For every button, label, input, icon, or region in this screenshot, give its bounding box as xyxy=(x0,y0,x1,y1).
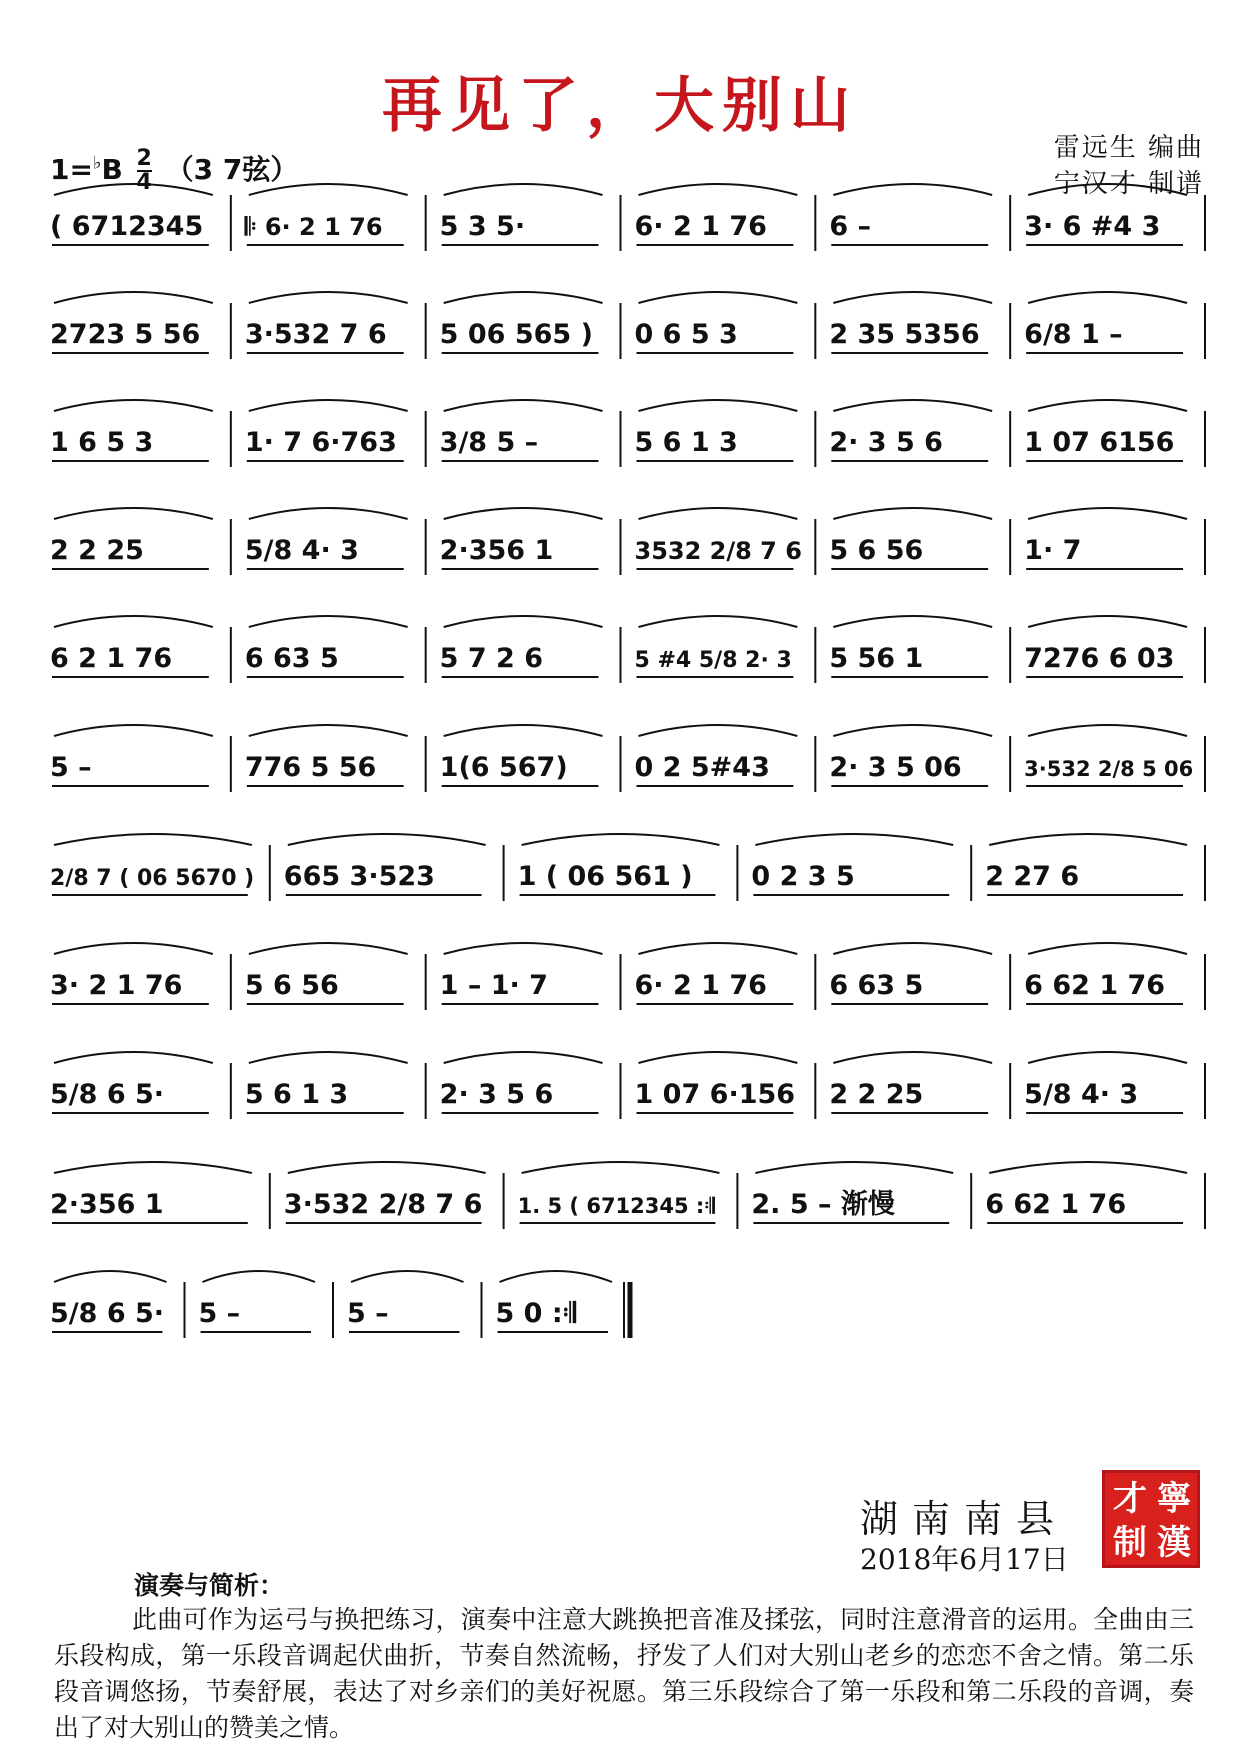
analysis-heading: 演奏与简析： xyxy=(134,1571,285,1600)
slur-mark xyxy=(833,1052,992,1063)
measure-notes: 2723 5 56 xyxy=(50,319,201,350)
slur-mark xyxy=(522,1162,720,1173)
measure-notes: 2·356 1 xyxy=(50,1189,164,1220)
measure-notes: 5 3 5· xyxy=(439,211,526,242)
slur-mark xyxy=(249,725,408,736)
slur-mark xyxy=(249,616,408,627)
measure-notes: 2 35 5356 xyxy=(829,319,980,350)
slur-mark xyxy=(1028,400,1187,411)
seal-stamp xyxy=(1102,1470,1200,1568)
slur-mark xyxy=(249,1052,408,1063)
slur-mark xyxy=(54,725,213,736)
measure-notes: 6 62 1 76 xyxy=(1024,970,1166,1001)
score-title: 再见了，大别山 xyxy=(382,71,858,141)
measure-notes: 1(6 567) xyxy=(439,752,568,783)
measure-notes: 2·356 1 xyxy=(439,535,554,566)
measure-notes: 0 6 5 3 xyxy=(634,319,738,350)
measure-notes: 6 – xyxy=(829,211,872,242)
measure-notes: 6· 2 1 76 xyxy=(634,970,767,1001)
measure-notes: 5/8 6 5· xyxy=(50,1079,165,1110)
slur-mark xyxy=(54,184,213,195)
measure-notes: 5 06 565 ) xyxy=(439,319,593,350)
slur-mark xyxy=(444,292,603,303)
measure-notes: 5 6 56 xyxy=(829,535,924,566)
measure-notes: 1 6 5 3 xyxy=(50,427,154,458)
slur-mark xyxy=(639,725,798,736)
slur-mark xyxy=(54,943,213,954)
slur-mark xyxy=(54,1162,252,1173)
measure-notes: 5 0 :𝄇 xyxy=(495,1298,576,1329)
slur-mark xyxy=(54,508,213,519)
slur-mark xyxy=(833,616,992,627)
key-prefix: 1= xyxy=(50,153,93,186)
slur-mark xyxy=(639,400,798,411)
measure-notes: 1 – 1· 7 xyxy=(439,970,548,1001)
key-name: B xyxy=(101,153,123,186)
measure-notes: 2 2 25 xyxy=(829,1079,924,1110)
slur-mark xyxy=(54,292,213,303)
slur-mark xyxy=(833,943,992,954)
slur-mark xyxy=(1028,292,1187,303)
slur-mark xyxy=(54,400,213,411)
seal-char-3: 制 xyxy=(1113,1523,1147,1563)
date-label: 2018年6月17日 xyxy=(860,1543,1069,1576)
slur-mark xyxy=(755,1162,953,1173)
slur-mark xyxy=(989,1162,1187,1173)
slur-mark xyxy=(989,834,1187,845)
slur-mark xyxy=(833,292,992,303)
measure-notes: 2· 3 5 6 xyxy=(829,427,943,458)
measure-notes: 7276 6 03 xyxy=(1024,643,1175,674)
slur-mark xyxy=(1028,1052,1187,1063)
measure-notes: 5 – xyxy=(50,752,92,783)
measure-notes: 5/8 4· 3 xyxy=(244,535,359,566)
slur-mark xyxy=(833,184,992,195)
measure-notes: 5 7 2 6 xyxy=(439,643,544,674)
measure-notes: 3· 6 #4 3 xyxy=(1024,211,1161,242)
measure-notes: 5/8 6 5· xyxy=(50,1298,165,1329)
measure-notes: 5/8 4· 3 xyxy=(1024,1079,1139,1110)
measure-notes: 6 63 5 xyxy=(829,970,924,1001)
measure-notes: 2. 5 – 渐慢 xyxy=(751,1189,895,1220)
measure-notes: 1· 7 6·763 xyxy=(244,427,397,458)
seal-char-4: 漢 xyxy=(1157,1523,1191,1563)
measure-notes: 2 2 25 xyxy=(50,535,144,566)
measure-notes: 6 2 1 76 xyxy=(50,643,173,674)
slur-mark xyxy=(639,1052,798,1063)
slur-mark xyxy=(249,943,408,954)
slur-mark xyxy=(54,1052,213,1063)
slur-mark xyxy=(639,184,798,195)
slur-mark xyxy=(54,616,213,627)
measure-notes: 1 ( 06 561 ) xyxy=(517,861,693,892)
slur-mark xyxy=(639,508,798,519)
measure-notes: 5 – xyxy=(347,1298,389,1329)
slur-mark xyxy=(522,834,720,845)
slur-mark xyxy=(249,292,408,303)
measure-notes: 5 56 1 xyxy=(829,643,924,674)
slur-mark xyxy=(1028,508,1187,519)
flat-sign: ♭ xyxy=(92,152,102,174)
measure-notes: 2· 3 5 06 xyxy=(829,752,962,783)
time-numerator: 2 xyxy=(136,146,152,171)
slur-mark xyxy=(833,508,992,519)
measure-notes: 5 6 1 3 xyxy=(634,427,738,458)
measure-notes: 𝄆 6· 2 1 76 xyxy=(244,213,383,241)
slur-mark xyxy=(444,943,603,954)
seal-char-1: 才 xyxy=(1113,1479,1147,1519)
measure-notes: 0 2 5#43 xyxy=(634,752,770,783)
measure-notes: 2/8 7 ( 06 5670 ) xyxy=(50,866,255,891)
slur-mark xyxy=(249,400,408,411)
slur-mark xyxy=(1028,184,1187,195)
transcriber-credit: 宁汉才 制谱 xyxy=(1053,169,1204,199)
slur-mark xyxy=(444,400,603,411)
slur-mark xyxy=(1028,943,1187,954)
slur-mark xyxy=(444,725,603,736)
slur-mark xyxy=(444,508,603,519)
slur-mark xyxy=(444,184,603,195)
composer-credit: 雷远生 编曲 xyxy=(1053,133,1204,163)
region-label: 湖南南县 xyxy=(860,1497,1069,1541)
measure-notes: 5 – xyxy=(198,1298,241,1329)
measure-notes: 1 07 6156 xyxy=(1024,427,1175,458)
measure-notes: 5 #4 5/8 2· 3 xyxy=(634,648,792,673)
seal-char-2: 寧 xyxy=(1157,1479,1191,1519)
analysis-text: 此曲可作为运弓与换把练习，演奏中注意大跳换把音准及揉弦，同时注意滑音的运用。全曲由三乐段构成，第一乐段音调起伏曲折，节奏自然流畅，抒发了人们对大别山老乡的恋恋不舍之情。第二乐段音调悠扬，节奏舒展，表达了对乡亲们的美好祝愿。第三乐段综合了第一乐段和第二乐段的音调，奏出了对大别山的赞美之情。 xyxy=(54,1605,1194,1742)
slur-mark xyxy=(203,1271,316,1282)
measure-notes: 3·532 7 6 xyxy=(244,319,387,350)
measure-notes: 3·532 2/8 7 6 xyxy=(283,1189,483,1220)
measure-notes: 5 6 1 3 xyxy=(244,1079,349,1110)
measure-notes: 1. 5 ( 6712345 :𝄇 xyxy=(517,1194,715,1218)
slur-mark xyxy=(833,725,992,736)
slur-mark xyxy=(639,943,798,954)
measure-notes: ( 6712345 xyxy=(50,211,204,242)
measure-notes: 2 27 6 xyxy=(985,861,1080,892)
measure-notes: 1· 7 xyxy=(1024,535,1082,566)
measure-notes: 5 6 56 xyxy=(244,970,339,1001)
slur-mark xyxy=(54,834,252,845)
slur-mark xyxy=(833,400,992,411)
measure-notes: 665 3·523 xyxy=(283,861,435,892)
slur-mark xyxy=(639,616,798,627)
slur-mark xyxy=(288,1162,486,1173)
measure-notes: 776 5 56 xyxy=(244,752,377,783)
measure-notes: 2· 3 5 6 xyxy=(439,1079,554,1110)
slur-mark xyxy=(500,1271,613,1282)
slur-mark xyxy=(54,1271,167,1282)
measure-notes: 1 07 6·156 xyxy=(634,1079,796,1110)
slur-mark xyxy=(755,834,953,845)
slur-mark xyxy=(249,508,408,519)
slur-mark xyxy=(351,1271,464,1282)
measure-notes: 6 63 5 xyxy=(244,643,339,674)
measure-notes: 0 2 3 5 xyxy=(751,861,855,892)
slur-mark xyxy=(1028,616,1187,627)
slur-mark xyxy=(444,1052,603,1063)
measure-notes: 6/8 1 – xyxy=(1024,319,1123,350)
measure-notes: 3/8 5 – xyxy=(439,427,539,458)
slur-mark xyxy=(444,616,603,627)
time-denominator: 4 xyxy=(136,170,152,195)
measure-notes: 3· 2 1 76 xyxy=(50,970,183,1001)
tuning-note: （3 7弦） xyxy=(165,153,299,186)
measure-notes: 6· 2 1 76 xyxy=(634,211,767,242)
measure-notes: 3·532 2/8 5 06 xyxy=(1024,757,1194,781)
slur-mark xyxy=(249,184,408,195)
measure-notes: 6 62 1 76 xyxy=(985,1189,1127,1220)
measure-notes: 3532 2/8 7 6 xyxy=(634,537,802,565)
slur-mark xyxy=(1028,725,1187,736)
slur-mark xyxy=(288,834,486,845)
slur-mark xyxy=(639,292,798,303)
